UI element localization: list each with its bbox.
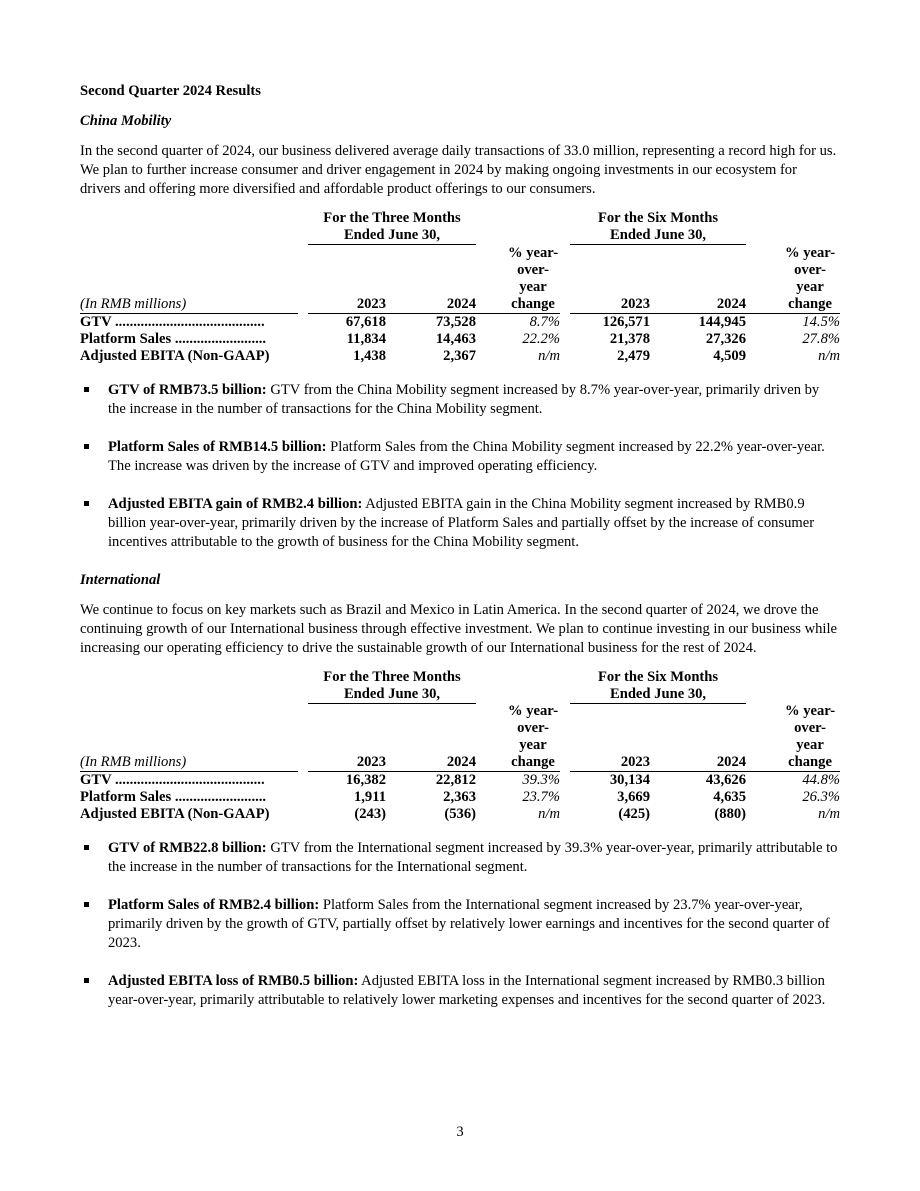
column-header-2023: 2023 (308, 703, 386, 772)
bullet-square-icon (84, 444, 89, 449)
column-header-2024: 2024 (650, 245, 746, 314)
column-header-2024: 2024 (386, 245, 476, 314)
table-row: Adjusted EBITA (Non-GAAP) 1,438 2,367 n/m 2,479 4,509 n/m (80, 347, 841, 364)
header-six-months: For the Six Months Ended June 30, (570, 210, 746, 245)
section-heading: International (80, 571, 161, 588)
list-item: Adjusted EBITA gain of RMB2.4 billion: Adjusted EBITA gain in the China Mobility segment increased by RMB0.9 billion year-over-year, primarily driven by the increase of Platform Sales and partially offset by the increase of consumer incentives attributable to the growth of business for the China Mobility segment. (80, 495, 840, 552)
table-row: Platform Sales ......................... 11,834 14,463 22.2% 21,378 27,326 27.8% (80, 330, 841, 347)
page-title: Second Quarter 2024 Results (80, 83, 261, 99)
bullet-list (80, 839, 840, 1010)
column-header-yoy: % year- over- year change (746, 703, 840, 772)
list-item: GTV of RMB73.5 billion: GTV from the China Mobility segment increased by 8.7% year-over-year, primarily driven by the increase in the number of transactions for the China Mobility segment. (80, 381, 840, 419)
header-three-months: For the Three Months Ended June 30, (308, 210, 476, 245)
header-six-months: For the Six Months Ended June 30, (570, 669, 746, 704)
bullet-square-icon (84, 902, 89, 907)
table-row: Adjusted EBITA (Non-GAAP) (243) (536) n/m (425) (880) n/m (80, 806, 841, 822)
list-item: GTV of RMB22.8 billion: GTV from the International segment increased by 39.3% year-over-year, primarily attributable to the increase in the number of transactions for the International segment. (80, 839, 840, 877)
section-china-mobility (80, 112, 840, 552)
results-table-international (80, 669, 840, 824)
unit-label: (In RMB millions) (80, 703, 298, 772)
list-item: Platform Sales of RMB14.5 billion: Platform Sales from the China Mobility segment increased by 22.2% year-over-year. The increase was driven by the increase of GTV and improved operating efficiency. (80, 438, 840, 476)
column-header-2023: 2023 (308, 245, 386, 314)
section-intro: We continue to focus on key markets such as Brazil and Mexico in Latin America. In the second quarter of 2024, we drove the continuing growth of our International business through effective investment. We plan to continue investing in our business while increasing our operating efficiency to drive the sustainable growth of our International business for the rest of 2024. (80, 601, 838, 656)
section-international (80, 571, 840, 1011)
column-header-yoy: % year- over- year change (476, 245, 560, 314)
table-row: Platform Sales ......................... 1,911 2,363 23.7% 3,669 4,635 26.3% (80, 789, 841, 805)
bullet-square-icon (84, 387, 89, 392)
document-page (80, 82, 840, 1029)
list-item: Adjusted EBITA loss of RMB0.5 billion: Adjusted EBITA loss in the International segment increased by RMB0.3 billion year-over-year, primarily attributable to relatively lower marketing expenses and incentives for the second quarter of 2023. (80, 972, 840, 1010)
bullet-square-icon (84, 845, 89, 850)
page-number: 3 (456, 1124, 464, 1140)
column-header-2024: 2024 (650, 703, 746, 772)
column-header-2024: 2024 (386, 703, 476, 772)
section-heading: China Mobility (80, 113, 172, 129)
header-three-months: For the Three Months Ended June 30, (308, 669, 476, 704)
section-intro: In the second quarter of 2024, our business delivered average daily transactions of 33.0 million, representing a record high for us. We plan to further increase consumer and driver engagement in 2024 by making ongoing investments in our ecosystem for drivers and offering more diversified and affordable product offerings to our consumers. (80, 143, 837, 197)
column-header-yoy: % year- over- year change (746, 245, 840, 314)
list-item: Platform Sales of RMB2.4 billion: Platform Sales from the International segment increased by 23.7% year-over-year, primarily driven by the growth of GTV, partially offset by relatively lower earnings and incentives for the second quarter of 2023. (80, 896, 840, 953)
column-header-2023: 2023 (570, 245, 650, 314)
bullet-list (80, 381, 840, 552)
column-header-2023: 2023 (570, 703, 650, 772)
unit-label: (In RMB millions) (80, 245, 298, 314)
bullet-square-icon (84, 978, 89, 983)
table-row: GTV ......................................... 67,618 73,528 8.7% 126,571 144,945 14.5% (80, 313, 841, 330)
column-header-yoy: % year- over- year change (476, 703, 560, 772)
bullet-square-icon (84, 501, 89, 506)
table-row: GTV ......................................... 16,382 22,812 39.3% 30,134 43,626 44.8% (80, 772, 841, 788)
results-table-china-mobility (80, 210, 840, 365)
